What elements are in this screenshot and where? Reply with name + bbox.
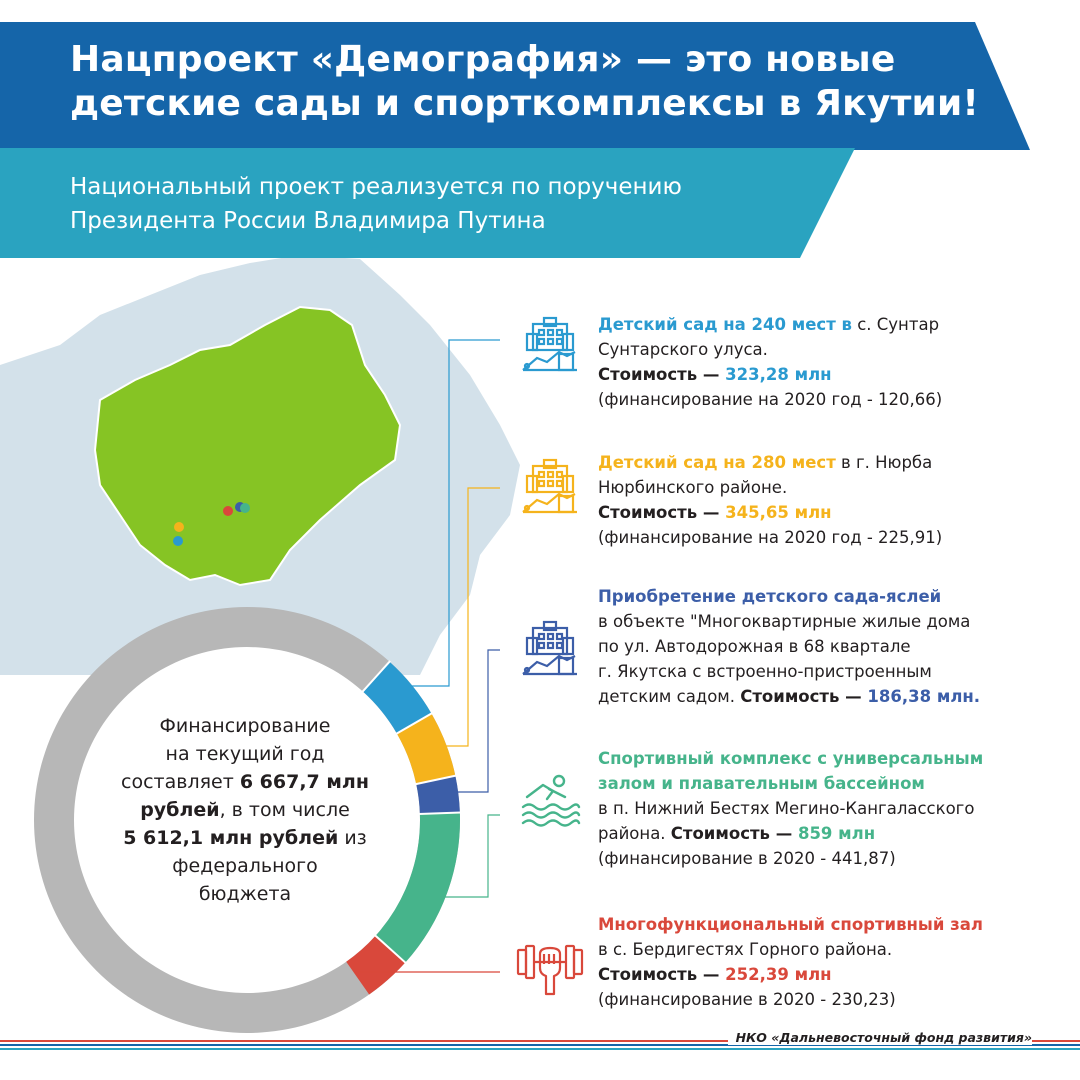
funding-total: 6 667,7 млн [239,771,369,793]
item-3-line-4: г. Якутска с встроенно-пристроенным [598,662,932,681]
funding-line-4 [95,796,395,824]
item-2-cost-label: Стоимость — [598,503,726,522]
item-3-head: Приобретение детского сада-яслей [598,587,942,606]
item-4-line-4-pre: района. [598,824,671,843]
funding-line-2: на текущий год [165,743,325,765]
item-4-line-5: (финансирование в 2020 - 441,87) [598,849,896,868]
item-5-head: Многофункциональный спортивный зал [598,915,983,934]
project-item-kindergarten-nyurba [598,450,1058,550]
title-line-2: детские сады и спорткомплексы в Якутии! [70,83,980,124]
item-4-head: Спортивный комплекс с универсальным [598,749,984,768]
item-1-head-rest: с. Сунтар [851,315,940,334]
title-line-1: Нацпроект «Демография» — это новые [70,39,896,80]
item-4-cost-label: Стоимость — [670,824,798,843]
item-3-cost-line [598,684,1058,709]
item-4-line-3: в п. Нижний Бестях Мегино-Кангаласского [598,799,975,818]
item-5-line-4: (финансирование в 2020 - 230,23) [598,990,896,1009]
item-2-head: Детский сад на 280 мест [598,453,836,472]
project-item-kindergarten-suntar [598,312,1058,412]
item-1-head: Детский сад на 240 мест в [598,315,852,334]
item-4-cost-line [598,821,1058,846]
project-item-sports-hall [598,912,1058,1012]
item-2-cost: 345,65 млн [725,503,832,522]
funding-federal: 5 612,1 млн рублей [123,827,339,849]
item-1-cost: 323,28 млн [725,365,832,384]
item-1-line-4: (финансирование на 2020 год - 120,66) [598,390,943,409]
funding-line-6: федерального [172,855,318,877]
project-item-sports-complex [598,746,1058,871]
funding-summary [95,712,395,908]
funding-line-4-post: , в том числе [219,799,350,821]
funding-currency: рублей [140,799,220,821]
funding-line-5-post: из [338,827,367,849]
funding-line-3 [95,768,395,796]
item-3-cost: 186,38 млн. [867,687,981,706]
swimmer-icon [519,767,581,829]
item-2-line-4: (финансирование на 2020 год - 225,91) [598,528,943,547]
project-item-kindergarten-yakutsk [598,584,1058,709]
kindergarten-icon [519,458,581,516]
item-3-line-3: по ул. Автодорожная в 68 квартале [598,637,911,656]
item-5-cost-label: Стоимость — [598,965,726,984]
item-3-line-2: в объекте "Многоквартирные жилые дома [598,612,971,631]
item-5-cost: 252,39 млн [725,965,832,984]
item-2-cost-line [598,500,1058,525]
funding-line-5 [95,824,395,852]
item-4-head-2: залом и плавательным бассейном [598,774,925,793]
subtitle-line-2: Президента России Владимира Путина [70,208,546,234]
item-1-line-1 [598,312,1058,337]
item-1-cost-line [598,362,1058,387]
kindergarten-icon [519,620,581,678]
item-3-cost-label: Стоимость — [740,687,868,706]
item-2-line-1 [598,450,1058,475]
funding-line-1: Финансирование [159,715,331,737]
item-5-cost-line [598,962,1058,987]
item-1-line-2: Сунтарского улуса. [598,340,768,359]
item-1-cost-label: Стоимость — [598,365,726,384]
item-2-line-2: Нюрбинского районе. [598,478,788,497]
item-3-line-5-pre: детским садом. [598,687,741,706]
item-4-cost: 859 млн [797,824,876,843]
item-2-head-rest: в г. Нюрба [835,453,933,472]
footer-org-name: НКО «Дальневосточный фонд развития» [728,1030,1032,1045]
dumbbell-icon [516,940,584,998]
item-5-line-2: в с. Бердигестях Горного района. [598,940,893,959]
kindergarten-icon [519,316,581,374]
subtitle-line-1: Национальный проект реализуется по поручению [70,174,682,200]
funding-line-3-pre: составляет [121,771,240,793]
funding-line-7: бюджета [198,883,292,905]
